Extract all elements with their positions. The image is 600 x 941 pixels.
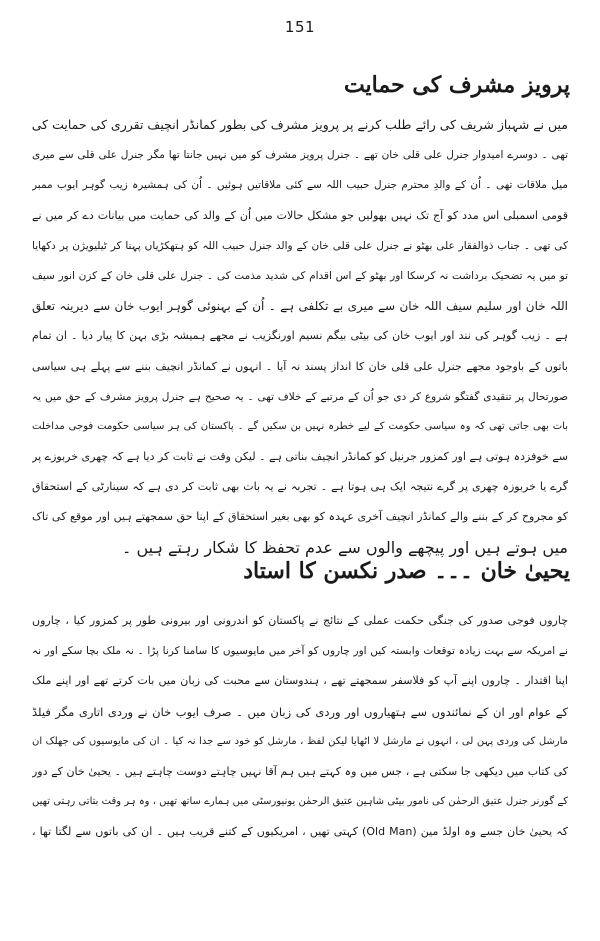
text-line: کے عوام اور ان کے نمائندوں سے ہتھیاروں اور وردی کی زبان میں ۔ صرف ایوب خان نے وردی اتاری مگر فیلڈ: [32, 704, 568, 719]
section-1-body: [32, 110, 568, 563]
text-line: کے گورنر جنرل عتیق الرحمٰن کی نامور بیٹی شاہین عتیق الرحمٰن یونیورسٹی میں ہمارے ساتھ تھیں ، وہ ہر وقت بتاتی رہتی تھیں: [32, 796, 568, 808]
section-2-body: [32, 606, 568, 848]
text-line: تو میں یہ تضحیک برداشت نہ کرسکا اور بھٹو کے اس اقدام کی شدید مذمت کی ۔ جنرل علی قلی خان کے کزن انور سیف: [32, 269, 568, 282]
text-line: مارشل کی وردی پہن لی ، انہوں نے مارشل لا اٹھایا لیکن لفظ ، مارشل کو خود سے جدا نہ کیا ۔ ان کی مایوسیوں کی جھلک ان: [32, 735, 568, 747]
text-line: باتوں کے باوجود مجھے جنرل علی قلی خان کا انداز پسند نہ آیا ۔ انہوں نے کمانڈر انچیف بننے سے پہلے ہی سیاسی: [32, 359, 568, 373]
text-line: تھی ۔ دوسرے امیدوار جنرل علی قلی خان تھے ۔ جنرل پرویز مشرف کو میں نہیں جانتا تھا مگر جنرل علی قلی سے میری: [32, 149, 568, 162]
text-line: گرے یا خربوزہ چھری پر گرے نتیجہ ایک ہی ہوتا ہے ۔ تجربہ نے یہ بات بھی ثابت کر دی ہے کہ سینارٹی کے استحقاق: [32, 480, 568, 494]
text-line: کہ یحییٰ خان جسے وہ اولڈ مین (Old Man) کہتی تھیں ، امریکیوں کے کتنے قریب ہیں ۔ ان کی باتوں سے لگتا تھا ،: [32, 825, 568, 839]
text-line: میں ہوتے ہیں اور پیچھے والوں سے عدم تحفظ کا شکار رہتے ہیں ۔: [122, 537, 568, 557]
text-line: کی کتاب میں دیکھی جا سکتی ہے ، جس میں وہ کہتے ہیں ہم آقا نہیں چاہتے دوست چاہتے ہیں ۔ یحییٰ خان کے دور: [32, 764, 568, 778]
text-line: نے امریکہ سے بہت زیادہ توقعات وابستہ کیں اور چاروں کو آخر میں مایوسیوں کا سامنا کرنا پڑا ۔ نہ ملک بچا سکے اور نہ: [32, 645, 568, 658]
text-line: سے خوفزدہ ہوتی ہے اور کمزور جرنیل کو کمانڈر انچیف بناتی ہے ۔ لیکن وقت نے ثابت کر دیا ہے کہ چھری خربوزے پر: [32, 450, 568, 464]
text-line: میں نے شہباز شریف کی رائے طلب کرنے پر پرویز مشرف کی بطور کمانڈر انچیف تقرری کی حمایت کی: [32, 117, 568, 132]
text-line: قومی اسمبلی اس مدد کو آج تک نہیں بھولیں جو مشکل حالات میں اُن کے والد کی حمایت میں بیانات دے کر میں نے: [32, 208, 568, 222]
section-heading-musharraf-support: پرویز مشرف کی حمایت: [343, 72, 570, 98]
text-line: چاروں فوجی صدور کی جنگی حکمت عملی کے نتائج نے پاکستان کو اندرونی اور بیرونی طور پر کمزور کیا ، چاروں: [32, 614, 568, 627]
text-line: اللہ خان اور سلیم سیف اللہ خان سے میری بے تکلفی ہے ۔ اُن کے بہنوئی گوہر ایوب خان سے دیرینہ تعلق: [32, 299, 568, 314]
page-number: 151: [284, 18, 316, 36]
text-line: کی تھی ۔ جناب ذوالفقار علی بھٹو نے جنرل علی قلی خان کے والد جنرل حبیب اللہ کو ہتھکڑیاں پہنا کر ٹیلیویژن پر دکھایا: [32, 239, 568, 252]
text-line: ہے ۔ زیب گوہر کی نند اور ایوب خان کی بیٹی بیگم نسیم اورنگزیب نے مجھے ہمیشہ بڑی بہن کا پیار دیا ۔ ان تمام: [32, 329, 568, 343]
text-line: اپنا اقتدار ۔ چاروں اپنے آپ کو فلاسفر سمجھتے تھے ، ہندوستان سے محبت کی زبان میں بات کرتے تھے اور اپنے ملک: [32, 674, 568, 688]
text-line: صورتحال پر تنقیدی گفتگو شروع کر دی جو اُن کے مرتبے کے خلاف تھی ۔ یہ صحیح ہے جنرل پرویز مشرف کے حق میں یہ: [32, 390, 568, 403]
section-heading-yahya-khan: یحییٰ خان ۔۔۔ صدر نکسن کا استاد: [243, 558, 570, 584]
text-line: میل ملاقات تھی ۔ اُن کے والدِ محترم جنرل حبیب اللہ سے کئی ملاقاتیں ہوئیں ۔ اُن کی ہمشیرہ زیب گوہر ایوب ممبر: [32, 179, 568, 192]
text-line: کو مجروح کر کے بننے والے کمانڈر انچیف آخری عہدہ کو بھی بغیر استحقاق کے اپنا حق سمجھتے ہیں اور موقع کی تاک: [32, 510, 568, 524]
text-line: بات بھی جاتی تھی کہ وہ سیاسی حکومت کے لیے خطرہ نہیں بن سکیں گے ۔ پاکستان کی ہر سیاسی حکومت فوجی مداخلت: [32, 420, 568, 432]
